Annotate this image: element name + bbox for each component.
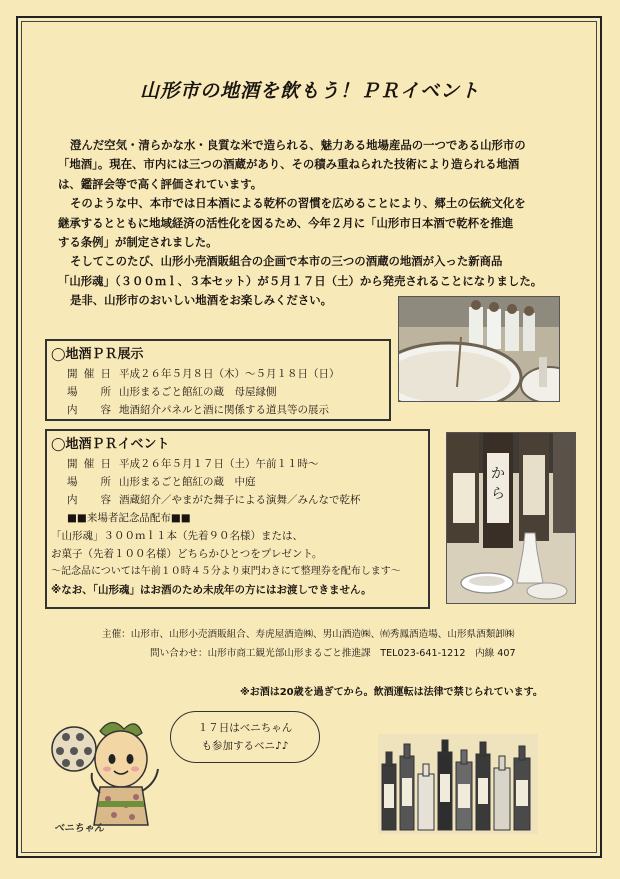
drinking-notice: ※お酒は20歳を過ぎてから。飲酒運転は法律で禁じられています。 <box>240 687 543 698</box>
intro-text <box>58 136 573 311</box>
intro-line: そしてこのたび、山形小売酒販組合の企画で本市の三つの酒蔵の地酒が入った新商品 <box>70 254 503 269</box>
intro-line: 「地酒」。現在、市内には三つの酒蔵があり、その積み重ねられた技術により造られる地酒 <box>58 157 520 172</box>
date-label: 開催日 <box>67 368 111 380</box>
place-label: 場 所 <box>67 386 111 398</box>
contact: 山形市商工観光部山形まるごと推進課 TEL023-641-1212 内線 407 <box>207 648 516 659</box>
mascot-name: べニちゃん <box>54 823 104 834</box>
event-place-row <box>47 473 428 491</box>
event-place: 山形まるごと館紅の蔵 中庭 <box>119 476 256 488</box>
svg-text:ら: ら <box>491 486 505 502</box>
exhibit-place-row <box>47 383 389 401</box>
intro-line: 継承するとともに地域経済の活性化を図るため、今年２月に「山形市日本酒で乾杯を推進 <box>58 215 514 230</box>
gift-line: お菓子（先着１００名様）どちらかひとつをプレゼント。 <box>51 548 323 560</box>
organizer-label: 主催： <box>102 629 131 640</box>
event-content: 酒蔵紹介／やまがた舞子による演舞／みんなで乾杯 <box>119 494 361 506</box>
gift-heading: ■■来場者記念品配布■■ <box>67 512 191 524</box>
exhibit-content: 地酒紹介パネルと酒に関係する道具等の展示 <box>119 404 329 416</box>
intro-line: する条例」が制定されました。 <box>58 235 218 250</box>
contact-label: 問い合わせ： <box>150 648 208 659</box>
organizers: 山形市、山形小売酒販組合、寿虎屋酒造㈱、男山酒造㈱、㈲秀鳳酒造場、山形県酒類卸㈱ <box>130 629 515 640</box>
sake-bottles-photo <box>446 432 576 604</box>
credits <box>102 625 572 663</box>
date-label: 開催日 <box>67 458 111 470</box>
gift-line: 「山形魂」３００ｍｌ１本（先着９０名様）または、 <box>51 530 303 542</box>
intro-line: は、鑑評会等で高く評価されています。 <box>58 176 263 191</box>
event-date: 平成２６年５月１７日（土）午前１１時～ <box>119 458 319 470</box>
sake-lineup-photo <box>378 734 538 834</box>
intro-line: そのような中、本市では日本酒による乾杯の習慣を広めることにより、郷土の伝統文化を <box>70 196 526 211</box>
event-title: ◯地酒ＰＲイベント <box>51 437 170 452</box>
organizer-row <box>102 625 572 644</box>
intro-line: 澄んだ空気・清らかな水・良質な米で造られる、魅力ある地場産品の一つである山形市の <box>70 138 526 152</box>
intro-line: 是非、山形市のおいしい地酒をお楽しみください。 <box>70 293 332 308</box>
event-box <box>45 429 430 609</box>
speech-line: も参加するベニ♪♪ <box>201 740 289 752</box>
mascot-illustration <box>50 713 165 838</box>
exhibit-title: ◯地酒ＰＲ展示 <box>51 347 144 362</box>
exhibit-box <box>45 339 391 421</box>
exhibit-date: 平成２６年５月８日（木）～５月１８日（日） <box>119 368 340 380</box>
event-content-row <box>47 491 428 509</box>
brewery-photo <box>398 296 560 402</box>
content-label: 内 容 <box>67 404 111 416</box>
event-date-row <box>47 455 428 473</box>
gift-note: ～記念品については午前１０時４５分より東門わきにて整理券を配布します～ <box>51 566 401 577</box>
page-title: 山形市の地酒を飲もう！ＰＲイベント <box>139 80 480 102</box>
gift-warning: ※なお、「山形魂」はお酒のため未成年の方にはお渡しできません。 <box>51 584 372 596</box>
exhibit-content-row <box>47 401 389 419</box>
speech-line: １７日はベニちゃん <box>197 722 293 734</box>
content-label: 内 容 <box>67 494 111 506</box>
contact-row <box>102 644 572 663</box>
place-label: 場 所 <box>67 476 111 488</box>
exhibit-date-row <box>47 365 389 383</box>
speech-bubble <box>170 711 320 763</box>
svg-text:か: か <box>491 466 505 482</box>
intro-line: 「山形魂」（３００ｍｌ、３本セット）が５月１７日（土）から発売されることになりました。 <box>58 273 543 288</box>
exhibit-place: 山形まるごと館紅の蔵 母屋縁側 <box>119 386 277 398</box>
